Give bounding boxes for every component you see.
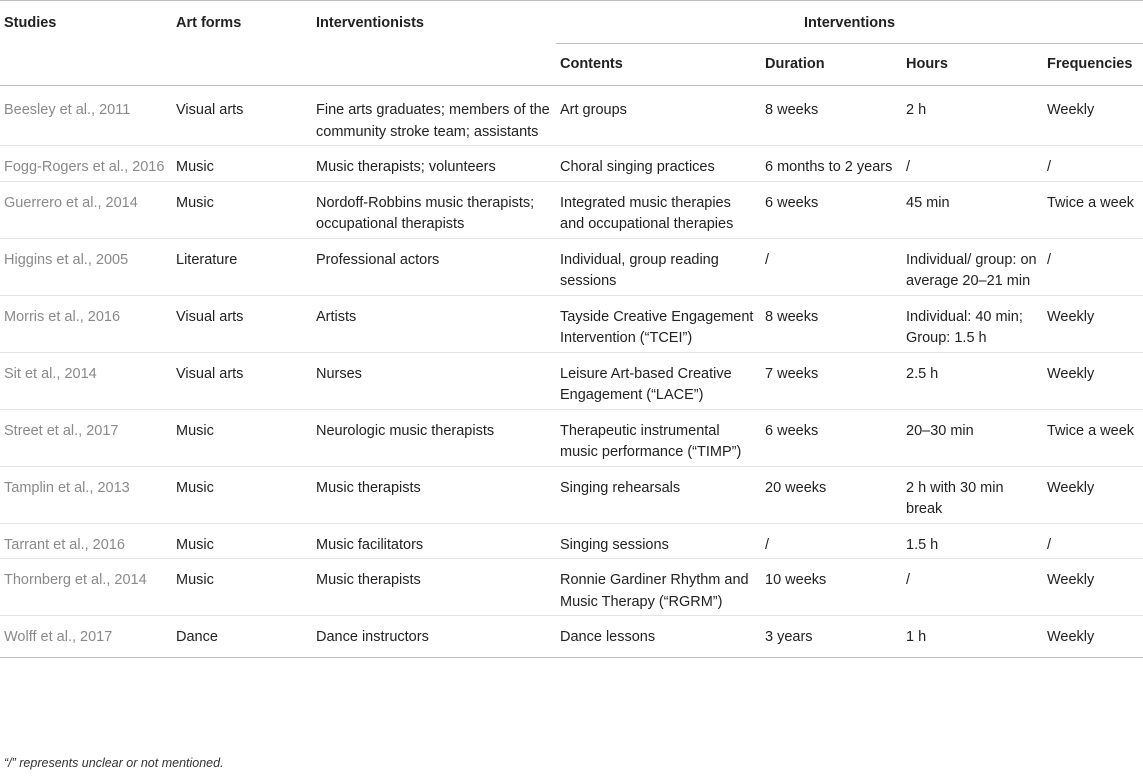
study-cell: Thornberg et al., 2014 [4, 572, 147, 588]
art-form-cell: Music [176, 194, 214, 211]
table-row [0, 616, 1143, 658]
duration-cell: 6 months to 2 years [765, 159, 893, 175]
duration-cell: 6 weeks [765, 194, 819, 211]
contents-cell: Tayside Creative Engagement Intervention (“TCEI”) [560, 308, 754, 346]
frequencies-cell: Twice a week [1047, 194, 1135, 211]
hours-cell: 1 h [906, 629, 927, 645]
header-interventions: Interventions [556, 1, 1143, 44]
interventionists-cell: Music therapists [316, 572, 421, 588]
hours-cell: 45 min [906, 194, 950, 211]
duration-cell: / [765, 251, 770, 268]
duration-cell: 6 weeks [765, 422, 819, 439]
study-cell: Fogg-Rogers et al., 2016 [4, 159, 165, 175]
table-row [0, 466, 1143, 523]
contents-cell: Dance lessons [560, 629, 656, 645]
header-art-forms: Art forms [172, 1, 312, 86]
header-duration: Duration [765, 55, 825, 72]
header-hours: Hours [906, 55, 948, 72]
hours-cell: / [906, 159, 911, 175]
duration-cell: 8 weeks [765, 308, 819, 325]
table-row [0, 238, 1143, 295]
hours-cell: 2 h with 30 min break [906, 479, 1004, 517]
table-row [0, 146, 1143, 182]
contents-cell: Singing sessions [560, 536, 669, 553]
table-row [0, 181, 1143, 238]
study-cell: Guerrero et al., 2014 [4, 194, 138, 211]
frequencies-cell: Twice a week [1047, 422, 1135, 439]
hours-cell: 1.5 h [906, 536, 939, 553]
frequencies-cell: Weekly [1047, 572, 1095, 588]
contents-cell: Choral singing practices [560, 159, 715, 175]
hours-cell: Individual/ group: on average 20–21 min [906, 251, 1037, 289]
table-row [0, 409, 1143, 466]
hours-cell: 2.5 h [906, 365, 939, 382]
duration-cell: 10 weeks [765, 572, 827, 588]
interventionists-cell: Music therapists [316, 479, 421, 496]
table-footnote: “/” represents unclear or not mentioned. [4, 756, 224, 770]
interventionists-cell: Neurologic music therapists [316, 422, 495, 439]
art-form-cell: Literature [176, 251, 238, 268]
header-contents: Contents [560, 55, 623, 72]
interventionists-cell: Fine arts graduates; members of the community stroke team; assistants [316, 102, 550, 140]
frequencies-cell: / [1047, 159, 1052, 175]
table-row [0, 295, 1143, 352]
header-studies: Studies [0, 1, 172, 86]
study-cell: Sit et al., 2014 [4, 365, 97, 382]
art-form-cell: Music [176, 159, 214, 175]
art-form-cell: Music [176, 536, 214, 553]
art-form-cell: Music [176, 422, 214, 439]
study-cell: Morris et al., 2016 [4, 308, 121, 325]
hours-cell: 2 h [906, 102, 927, 118]
study-cell: Higgins et al., 2005 [4, 251, 129, 268]
frequencies-cell: Weekly [1047, 308, 1095, 325]
contents-cell: Leisure Art-based Creative Engagement (“LACE”) [560, 365, 732, 403]
header-frequencies: Frequencies [1047, 55, 1133, 72]
table-body [0, 86, 1143, 658]
study-cell: Tamplin et al., 2013 [4, 479, 130, 496]
frequencies-cell: Weekly [1047, 365, 1095, 382]
table-row [0, 86, 1143, 146]
table-row [0, 559, 1143, 616]
interventionists-cell: Nordoff-Robbins music therapists; occupational therapists [316, 194, 535, 232]
hours-cell: / [906, 572, 911, 588]
frequencies-cell: / [1047, 251, 1052, 268]
contents-cell: Art groups [560, 102, 627, 118]
art-form-cell: Visual arts [176, 308, 244, 325]
hours-cell: Individual: 40 min; Group: 1.5 h [906, 308, 1023, 346]
contents-cell: Singing rehearsals [560, 479, 681, 496]
contents-cell: Ronnie Gardiner Rhythm and Music Therapy (“RGRM”) [560, 572, 749, 610]
study-cell: Street et al., 2017 [4, 422, 119, 439]
contents-cell: Therapeutic instrumental music performance (“TIMP”) [560, 422, 742, 460]
duration-cell: 7 weeks [765, 365, 819, 382]
duration-cell: 3 years [765, 629, 813, 645]
art-form-cell: Music [176, 572, 214, 588]
interventionists-cell: Nurses [316, 365, 362, 382]
table-row [0, 352, 1143, 409]
study-cell: Beesley et al., 2011 [4, 102, 131, 118]
interventionists-cell: Music therapists; volunteers [316, 159, 496, 175]
art-form-cell: Visual arts [176, 365, 244, 382]
duration-cell: 8 weeks [765, 102, 819, 118]
contents-cell: Individual, group reading sessions [560, 251, 719, 289]
frequencies-cell: Weekly [1047, 102, 1095, 118]
header-interventionists: Interventionists [312, 1, 556, 86]
duration-cell: 20 weeks [765, 479, 827, 496]
header-row-top [0, 1, 1143, 44]
contents-cell: Integrated music therapies and occupational therapies [560, 194, 734, 232]
table-row [0, 523, 1143, 559]
art-form-cell: Dance [176, 629, 218, 645]
art-form-cell: Visual arts [176, 102, 244, 118]
study-cell: Wolff et al., 2017 [4, 629, 113, 645]
art-form-cell: Music [176, 479, 214, 496]
interventionists-cell: Dance instructors [316, 629, 429, 645]
frequencies-cell: / [1047, 536, 1052, 553]
study-cell: Tarrant et al., 2016 [4, 536, 125, 553]
interventionists-cell: Artists [316, 308, 357, 325]
hours-cell: 20–30 min [906, 422, 974, 439]
frequencies-cell: Weekly [1047, 629, 1095, 645]
interventionists-cell: Professional actors [316, 251, 440, 268]
duration-cell: / [765, 536, 770, 553]
frequencies-cell: Weekly [1047, 479, 1095, 496]
interventionists-cell: Music facilitators [316, 536, 424, 553]
